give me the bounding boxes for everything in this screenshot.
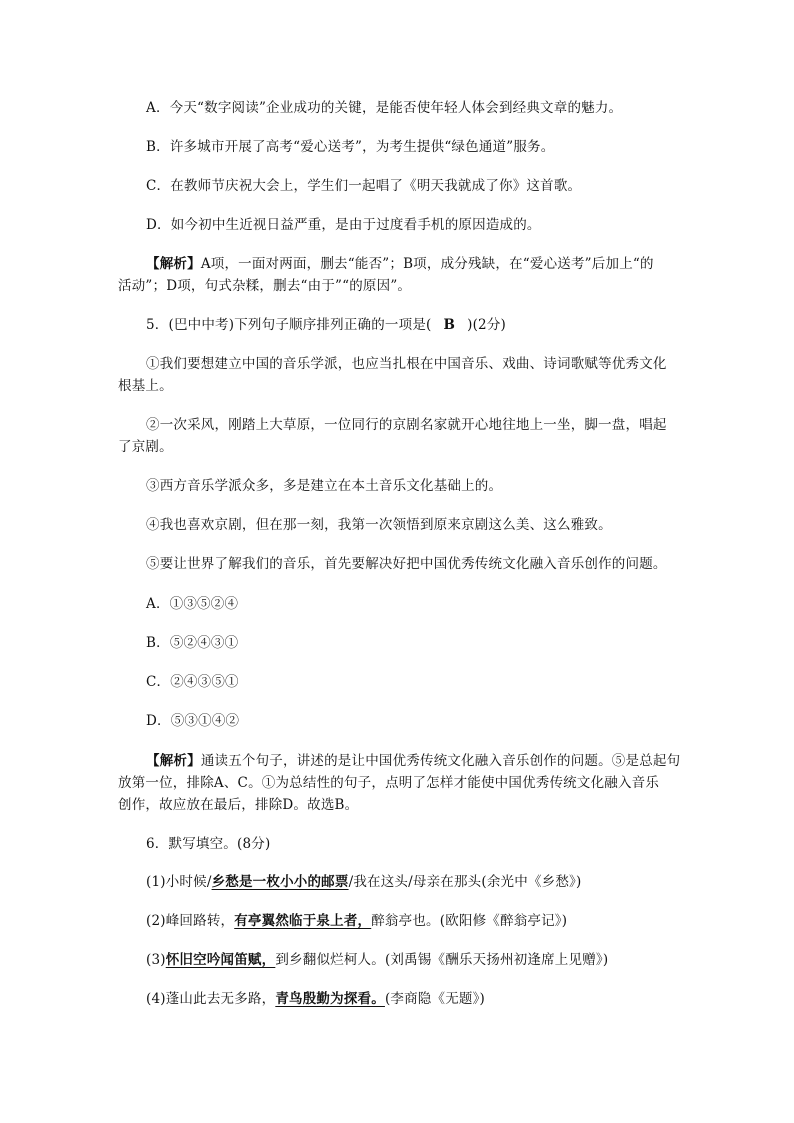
- sentence-2-line1: ②一次采风，刚踏上大草原，一位同行的京剧名家就开心地往地上一坐，脚一盘，唱起: [146, 417, 667, 433]
- option-c: C．在教师节庆祝大会上，学生们一起唱了《明天我就成了你》这首歌。: [146, 178, 582, 194]
- option-b: B．许多城市开展了高考“爱心送考”，为考生提供“绿色通道”服务。: [146, 139, 555, 155]
- analysis-q5-line1: 【解析】通读五个句子，讲述的是让中国优秀传统文化融入音乐创作的问题。⑤是总起句: [146, 753, 681, 769]
- q5-option-c: C．②④③⑤①: [146, 674, 239, 690]
- sentence-3: ③西方音乐学派众多，多是建立在本土音乐文化基础上的。: [146, 478, 503, 494]
- option-d: D．如今初中生近视日益严重，是由于过度看手机的原因造成的。: [146, 217, 541, 233]
- answer-text: 青鸟殷勤为探看。: [275, 991, 385, 1007]
- sentence-4: ④我也喜欢京剧，但在那一刻，我第一次领悟到原来京剧这么美、这么雅致。: [146, 517, 612, 533]
- q5-option-d: D．⑤③①④②: [146, 713, 240, 729]
- q5-option-a: A．①③⑤②④: [146, 596, 239, 612]
- answer-text: 怀旧空吟闻笛赋，: [165, 952, 276, 968]
- answer-text: 乡愁是一枚小小的邮票: [211, 874, 349, 890]
- analysis-q4-line1: 【解析】A项，一面对两面，删去“能否”；B项，成分残缺，在“爱心送考”后加上“的: [146, 256, 654, 272]
- analysis-tag: 【解析】: [146, 753, 201, 769]
- q5-option-b: B．⑤②④③①: [146, 635, 239, 651]
- option-a: A．今天“数字阅读”企业成功的关键，是能否使年轻人体会到经典文章的魅力。: [146, 100, 623, 116]
- sentence-5: ⑤要让世界了解我们的音乐，首先要解决好把中国优秀传统文化融入音乐创作的问题。: [146, 556, 667, 572]
- question-6-stem: 6．默写填空。(8分): [146, 836, 271, 852]
- question-5-stem: 5．(巴中中考)下列句子顺序排列正确的一项是( B )(2分): [146, 317, 507, 333]
- fill-item-3: (3)怀旧空吟闻笛赋，到乡翻似烂柯人。(刘禹锡《酬乐天扬州初逢席上见赠》): [146, 952, 609, 968]
- sentence-2-line2: 了京剧。: [118, 439, 173, 455]
- fill-item-2: (2)峰回路转，有亭翼然临于泉上者，醉翁亭也。(欧阳修《醉翁亭记》): [146, 913, 568, 929]
- analysis-q5-line2: 放第一位，排除A、C。①为总结性的句子，点明了怎样才能使中国优秀传统文化融入音乐: [118, 775, 660, 791]
- sentence-1-line1: ①我们要想建立中国的音乐学派，也应当扎根在中国音乐、戏曲、诗词歌赋等优秀文化: [146, 356, 667, 372]
- analysis-q5-line3: 创作，故应放在最后，排除D。故选B。: [118, 797, 359, 813]
- fill-item-1: (1)小时候/乡愁是一枚小小的邮票/我在这头/母亲在那头(余光中《乡愁》): [146, 874, 582, 890]
- answer-text: 有亭翼然临于泉上者，: [234, 913, 372, 929]
- sentence-1-line2: 根基上。: [118, 378, 173, 394]
- answer-choice: B: [443, 317, 456, 333]
- fill-item-4: (4)蓬山此去无多路，青鸟殷勤为探看。(李商隐《无题》): [146, 991, 486, 1007]
- analysis-q4-line2: 活动”；D项，句式杂糅，删去“由于”“的原因”。: [118, 278, 412, 294]
- analysis-tag: 【解析】: [146, 256, 201, 272]
